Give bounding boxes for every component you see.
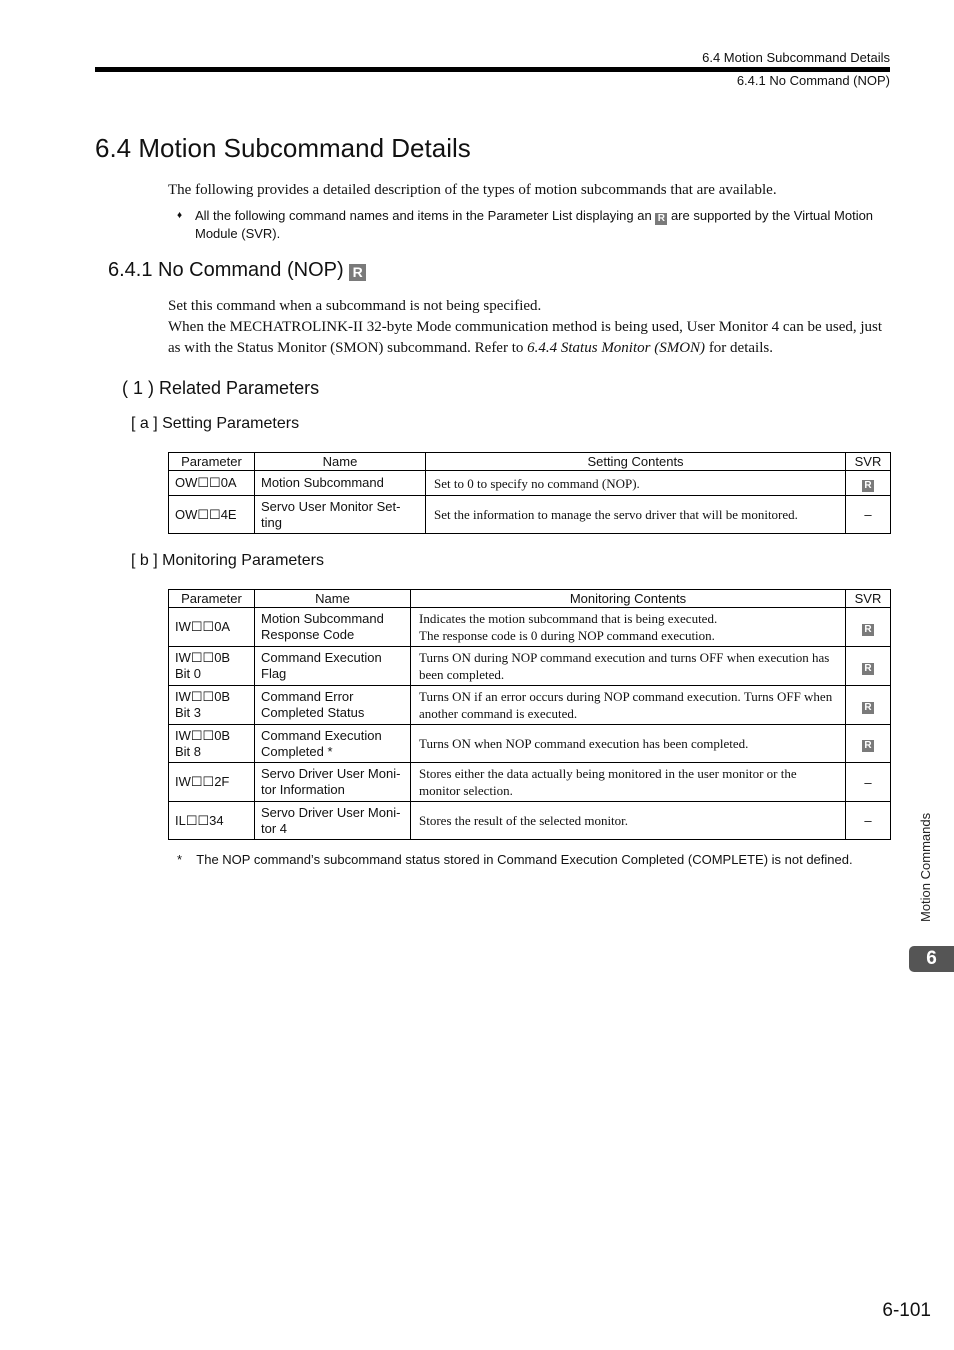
intro-text: The following provides a detailed description of the types of motion subcommands that are available. [168, 182, 777, 198]
table-row [169, 496, 891, 534]
column-header: Setting Contents [426, 453, 846, 471]
param-bit: Bit 3 [175, 705, 202, 720]
bullet-text-before: All the following command names and items in the Parameter List displaying an [195, 208, 652, 223]
bullet-note [177, 207, 882, 243]
svr-r-icon: R [655, 213, 667, 225]
param-line: IW☐☐0B [175, 727, 231, 743]
column-header: SVR [846, 453, 891, 471]
name-cell: Servo User Monitor Set-ting [255, 496, 426, 534]
contents-cell: Set the information to manage the servo driver that will be monitored. [426, 496, 846, 534]
side-chapter-label: Motion Commands [918, 812, 933, 922]
paragraph-2-tail: for details. [705, 340, 773, 356]
name-cell: Servo Driver User Moni-tor 4 [255, 802, 411, 840]
paragraph-2 [168, 317, 893, 359]
setting-parameters-heading: [ a ] Setting Parameters [131, 415, 300, 432]
page-number: 6-101 [882, 1300, 931, 1321]
page-title: 6.4 Motion Subcommand Details [95, 133, 471, 163]
param-cell: OW☐☐4E [169, 496, 255, 534]
table-row [169, 608, 891, 647]
table-header-row [169, 590, 891, 608]
chapter-tab: 6 [909, 946, 954, 972]
param-cell: OW☐☐0A [169, 471, 255, 496]
param-cell: IL☐☐34 [169, 802, 255, 840]
running-header-section: 6.4 Motion Subcommand Details [702, 50, 890, 65]
param-bit: Bit 8 [175, 743, 202, 759]
bullet-text-after: are supported by the Virtual Motion Module (SVR). [195, 208, 874, 241]
column-header: Name [255, 453, 426, 471]
contents-line: The response code is 0 during NOP command execution. [419, 628, 715, 643]
param-cell [169, 608, 255, 647]
svr-cell: – [846, 763, 891, 802]
name-cell: Command Execution Flag [255, 647, 411, 686]
param-line: IW☐☐0A [175, 619, 231, 634]
column-header: Name [255, 590, 411, 608]
footnote-mark: * [177, 852, 183, 867]
contents-line: Indicates the motion subcommand that is being executed. [419, 611, 718, 626]
monitoring-parameters-heading: [ b ] Monitoring Parameters [131, 552, 324, 569]
table-row [169, 725, 891, 763]
table-row [169, 647, 891, 686]
svr-cell: – [846, 802, 891, 840]
name-cell: Command Execution Completed * [255, 725, 411, 763]
cross-reference-link[interactable]: 6.4.4 Status Monitor (SMON) [527, 340, 706, 356]
subsection-title-text: 6.4.1 No Command (NOP) [108, 259, 344, 281]
column-header: Monitoring Contents [411, 590, 846, 608]
svr-r-icon: R [862, 702, 874, 714]
subsection-title [108, 259, 366, 282]
svr-cell: – [846, 496, 891, 534]
contents-cell: Turns ON when NOP command execution has been completed. [411, 725, 846, 763]
contents-cell: Turns ON during NOP command execution and turns OFF when execution has been completed. [411, 647, 846, 686]
contents-cell: Stores the result of the selected monitor. [411, 802, 846, 840]
header-rule [95, 67, 890, 72]
svr-cell [846, 725, 891, 763]
footnote [177, 852, 853, 867]
contents-cell: Turns ON if an error occurs during NOP command execution. Turns OFF when another command is executed. [411, 686, 846, 725]
contents-cell: Stores either the data actually being monitored in the user monitor or the monitor selection. [411, 763, 846, 802]
svr-r-icon: R [862, 624, 874, 636]
contents-cell [411, 608, 846, 647]
param-bit: Bit 0 [175, 666, 202, 681]
related-parameters-heading: ( 1 ) Related Parameters [122, 378, 320, 398]
column-header: Parameter [169, 590, 255, 608]
svr-r-icon: R [349, 264, 366, 281]
svr-r-icon: R [862, 740, 874, 752]
name-cell: Command Error Completed Status [255, 686, 411, 725]
table-row [169, 763, 891, 802]
name-cell: Motion Subcommand [255, 471, 426, 496]
svr-cell [846, 471, 891, 496]
param-cell [169, 686, 255, 725]
column-header: Parameter [169, 453, 255, 471]
bullet-dot-icon: ♦ [177, 210, 183, 221]
param-cell [169, 647, 255, 686]
param-cell: IW☐☐2F [169, 763, 255, 802]
footnote-text: The NOP command’s subcommand status stored in Command Execution Completed (COMPLETE) is not defined. [196, 852, 853, 867]
svr-cell [846, 647, 891, 686]
param-cell [169, 725, 255, 763]
column-header: SVR [846, 590, 891, 608]
name-cell: Motion Subcommand Response Code [255, 608, 411, 647]
paragraph-1: Set this command when a subcommand is not being specified. [168, 298, 542, 314]
contents-cell: Set to 0 to specify no command (NOP). [426, 471, 846, 496]
svr-cell [846, 686, 891, 725]
table-row [169, 686, 891, 725]
svr-r-icon: R [862, 480, 874, 492]
table-row [169, 471, 891, 496]
setting-parameters-table [168, 452, 891, 534]
svr-cell [846, 608, 891, 647]
table-header-row [169, 453, 891, 471]
param-line: IW☐☐0B [175, 650, 231, 665]
name-cell: Servo Driver User Moni-tor Information [255, 763, 411, 802]
paragraph-2-text: When the MECHATROLINK-II 32-byte Mode communication method is being used, User Monitor 4 can be used, just as with the Status Monitor (SMON) subcommand. Refer to [168, 319, 883, 356]
svr-r-icon: R [862, 663, 874, 675]
param-line: IW☐☐0B [175, 689, 231, 704]
monitoring-parameters-table [168, 589, 891, 840]
bullet-text [195, 207, 882, 243]
running-header-subsection: 6.4.1 No Command (NOP) [736, 73, 890, 88]
table-row [169, 802, 891, 840]
